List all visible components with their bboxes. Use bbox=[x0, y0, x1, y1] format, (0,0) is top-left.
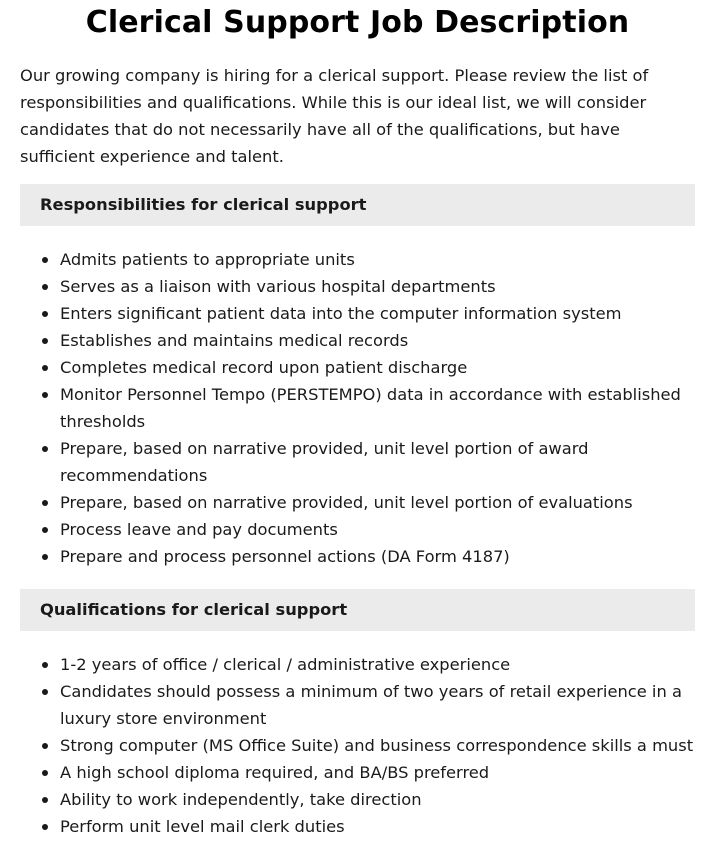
qualification-item: Perform unit level mail clerk duties bbox=[20, 813, 695, 840]
responsibility-item: Establishes and maintains medical records bbox=[20, 327, 695, 354]
responsibility-item: Prepare and process personnel actions (DA Form 4187) bbox=[20, 543, 695, 570]
qualification-item: A high school diploma required, and BA/BS preferred bbox=[20, 759, 695, 786]
qualification-item: Ability to work independently, take direction bbox=[20, 786, 695, 813]
page-title: Clerical Support Job Description bbox=[85, 5, 630, 40]
responsibility-item: Enters significant patient data into the computer information system bbox=[20, 300, 695, 327]
responsibility-item: Completes medical record upon patient discharge bbox=[20, 354, 695, 381]
intro-paragraph: Our growing company is hiring for a clerical support. Please review the list of responsibilities and qualifications. While this is our ideal list, we will consider candidates that do not necessarily have all of the qualifications, but have sufficient experience and talent. bbox=[20, 66, 649, 166]
responsibility-item: Prepare, based on narrative provided, unit level portion of evaluations bbox=[20, 489, 695, 516]
qualification-item: Candidates should possess a minimum of two years of retail experience in a luxury store environment bbox=[20, 678, 695, 732]
responsibilities-heading: Responsibilities for clerical support bbox=[20, 184, 695, 226]
qualifications-list bbox=[20, 651, 695, 840]
responsibility-item: Process leave and pay documents bbox=[20, 516, 695, 543]
qualification-item: 1-2 years of office / clerical / administrative experience bbox=[20, 651, 695, 678]
responsibility-item: Prepare, based on narrative provided, unit level portion of award recommendations bbox=[20, 435, 695, 489]
responsibilities-list bbox=[20, 246, 695, 570]
responsibility-item: Monitor Personnel Tempo (PERSTEMPO) data in accordance with established thresholds bbox=[20, 381, 695, 435]
responsibility-item: Admits patients to appropriate units bbox=[20, 246, 695, 273]
qualifications-heading: Qualifications for clerical support bbox=[20, 589, 695, 631]
qualification-item: Strong computer (MS Office Suite) and business correspondence skills a must bbox=[20, 732, 695, 759]
responsibility-item: Serves as a liaison with various hospital departments bbox=[20, 273, 695, 300]
